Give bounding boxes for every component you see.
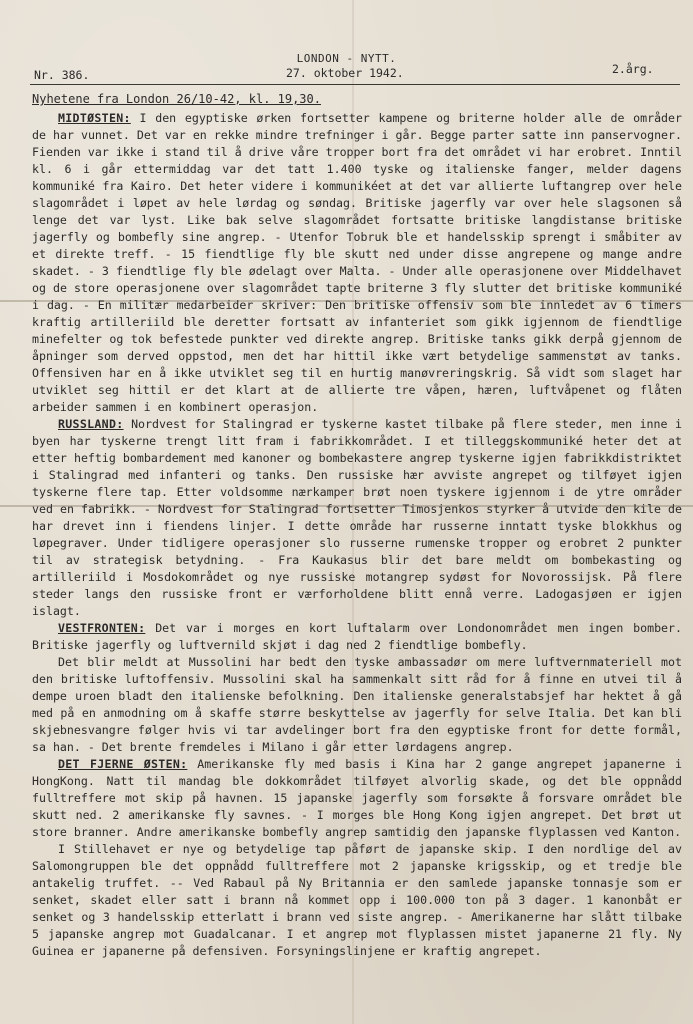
section-text: I den egyptiske ørken fortsetter kampene og briterne holder alle de områder de har vunnet. Det var en rekke mindre trefninger i går. Begge parter satte inn panservogner. Fienden var ikke i stand til å drive våre tropper bort fra det området vi har erobret. Inntil kl. 6 i går ettermiddag var det tatt 1.400 tyske og italienske fanger, melder dagens kommuniké fra Kairo. Det heter videre i kommunikéet at det var allierte luftangrep over hele slagområdet i løpet av hele lørdag og søndag. Britiske jagerfly var over hele slagsonen så lenge det var lyst. Like bak selve slagområdet fortsatte britiske langdistanse britiske jagerfly og bombefly sine angrep. - Utenfor Tobruk ble et handelsskip sprengt i småbiter av et direkte treff. - 15 fiendtlige fly ble skutt ned under disse angrepene og mange andre skadet. - 3 fiendtlige fly ble ødelagt over Malta. - Under alle operasjonene over Middelhavet og de store operasjonene over slagområdet tapte briterne 3 fly slutter det britiske kommuniké i dag. - En militær medarbeider skriver: Den britiske offensiv som ble innledet av 6 timers kraftig artilleriild ble deretter fortsatt av infanteriet som gikk igjennom de fiendtlige minefelter og tok befestede punkter ved direkte angrep. Britiske tanks gikk derpå gjennom de åpninger som derved oppstod, men det har hittil ikke vært betydelige sammenstøt av tanks. Offensiven har en å ikke utviklet seg til en hurtig manøvreringskrig. Så vidt som slaget har utviklet seg hittil er det klart at de allierte tre våpen, hæren, luftvåpenet og flåten arbeider sammen i en kombinert operasjon. [32,111,682,414]
issue-number: Nr. 386. [34,68,90,82]
section-text: Nordvest for Stalingrad er tyskerne kastet tilbake på flere steder, men inne i byen har tyskerne trengt litt fram i fabrikkområdet. I et tilleggskommuniké heter det at etter heftig bombardement med kanoner og bombekastere angrep tyskerne igjen fabrikkdistriktet i Stalingrad med infanteri og tanks. Den russiske hær avviste angrepet og tilføyet igjen tyskerne flere tap. Etter voldsomme nærkamper brøt noen tyskere igjennom i de ytre områder ved en fabrikk. - Nordvest for Stalingrad fortsetter Timosjenkos styrker å utvide den kile de har drevet inn i fiendens linjer. I dette område har russerne inntatt tyske blokkhus og løpegraver. Under tidligere operasjoner slo russerne rumenske tropper og erobret 2 punkter til av strategisk betydning. - Fra Kaukasus blir det bare meldt om bombekasting og artilleriild i Mosdokområdet og nye russiske motangrep sydøst for Novorossijsk. På flere steder langs den russiske front er værforholdene blitt ennå verre. Ladogasjøen er igjen islagt. [32,417,682,618]
section-text: Amerikanske fly med basis i Kina har 2 gange angrepet japanerne i HongKong. Natt til mandag ble dokkområdet tilføyet alvorlig skade, og det ble oppnådd fulltreffere mot skip på havnen. 15 japanske jagerfly som forsøkte å forsvare området ble skutt ned. 2 amerikanske fly savnes. - I morges ble Hong Kong igjen angrepet. Det brøt ut store branner. Andre amerikanske bombefly angrep samtidig den japanske flyplassen ved Kanton. [32,757,683,839]
section-text: Det blir meldt at Mussolini har bedt den tyske ambassadør om mere luftvernmateriell mot den britiske luftoffensiv. Mussolini skal ha sammenkalt sitt råd for å finne en utvei til å dempe uroen bladt den italienske befolkning. Den italienske generalstabsjef har hektet å gå med på en anmodning om å skaffe større beskyttelse av jagerfly for selve Italia. Det kan bli skjebnesvangre følger hvis vi tar avdelinger bort fra den egyptiske front for dette formål, sa han. - Det brente fremdeles i Milano i går etter lørdagens angrep. [32,655,682,754]
dateline: Nyhetene fra London 26/10-42, kl. 19,30. [32,92,321,106]
section-fjerne-osten [32,756,682,841]
section-heading: DET FJERNE ØSTEN: [58,757,188,771]
section-heading: VESTFRONTEN: [58,621,146,635]
article-body [32,110,682,960]
section-vestfronten [32,620,682,654]
section-text: I Stillehavet er nye og betydelige tap påført de japanske skip. I den nordlige del av Salomongruppen ble det oppnådd fulltreffere mot 2 japanske krigsskip, og et tredje ble antakelig truffet. -- Ved Rabaul på Ny Britannia er den samlede japanske tonnasje som er senket, skadet eller satt i brann nå kommet opp i 100.000 ton på 3 dager. 1 kanonbåt er senket og 3 handelsskip etterlatt i brann ved siste angrep. - Amerikanerne har slått tilbake 5 japanske angrep mot Guadalcanar. I et angrep mot flyplassen mistet japanerne 21 fly. Ny Guinea er japanerne på defensiven. Forsyningslinjene er kraftig angrepet. [32,842,682,958]
issue-date: 27. oktober 1942. [286,66,404,80]
section-mussolini [32,654,682,756]
section-stillehavet [32,841,682,960]
section-heading: RUSSLAND: [58,417,124,431]
section-midtosten [32,110,682,416]
volume-year: 2.årg. [612,62,654,76]
masthead-title: LONDON - NYTT. [296,52,397,65]
section-text: Det var i morges en kort luftalarm over Londonområdet men ingen bomber. Britiske jagerfly og luftvernild skjøt i dag ned 2 fiendtlige bombefly. [32,621,682,652]
section-russland [32,416,682,620]
section-heading: MIDTØSTEN: [58,111,131,125]
header-rule [30,84,680,85]
